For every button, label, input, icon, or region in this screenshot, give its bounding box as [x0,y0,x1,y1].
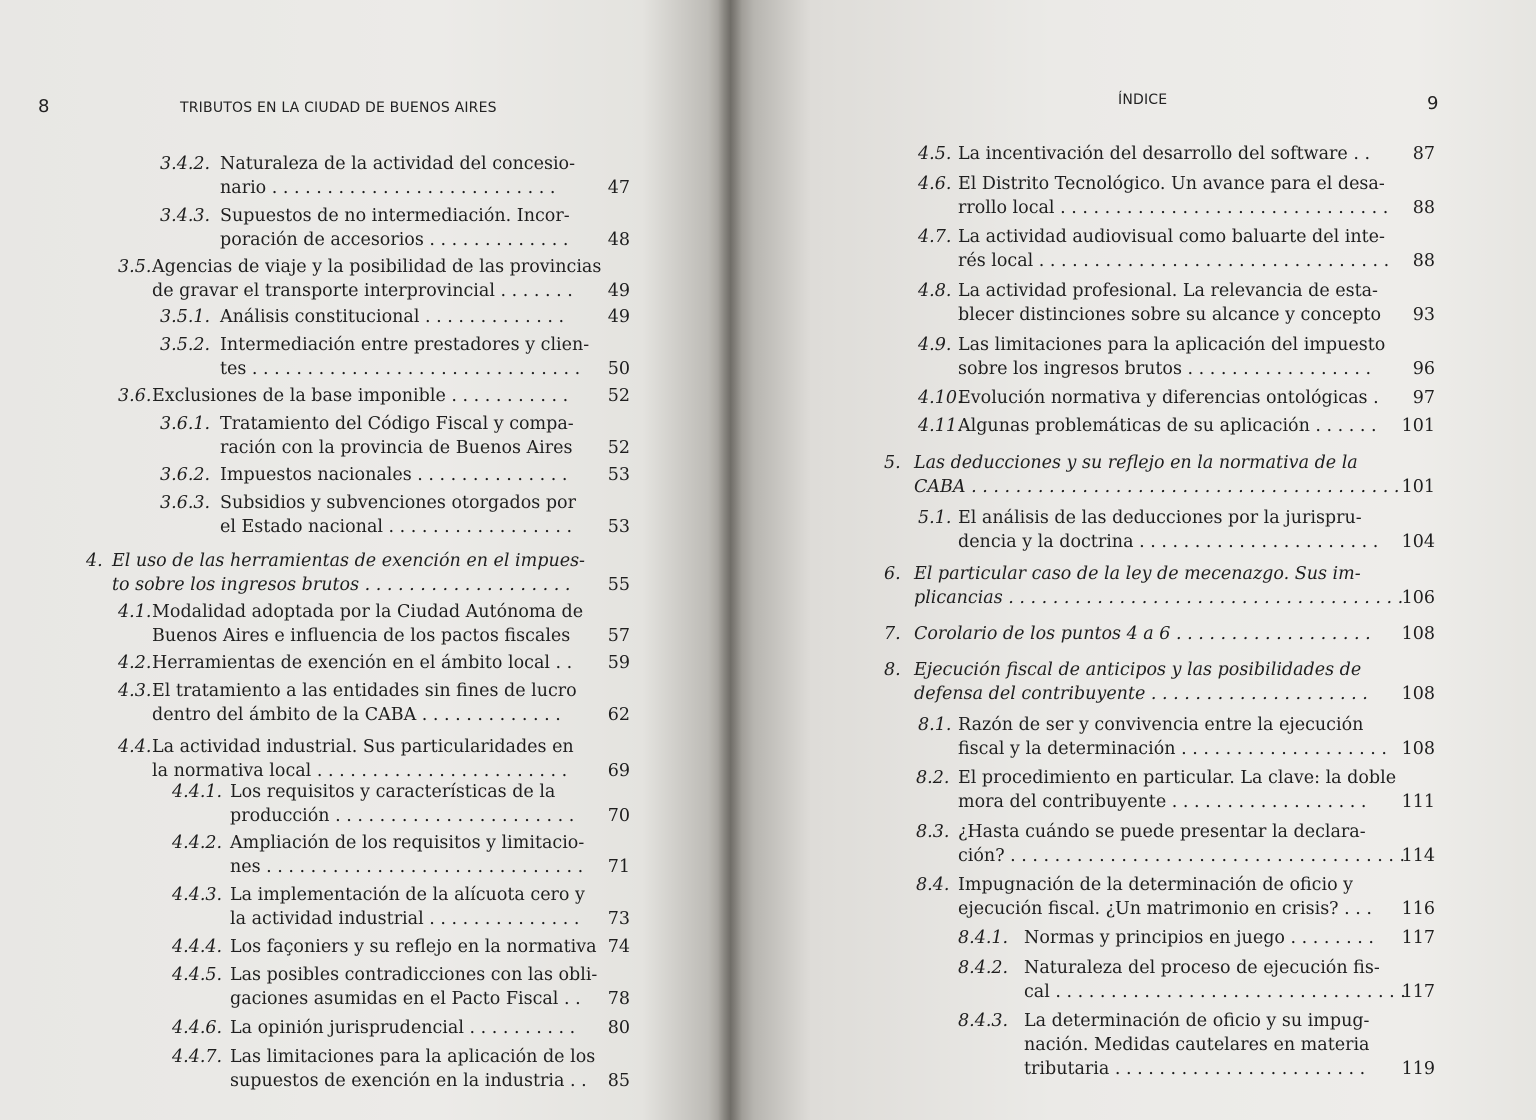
page-ref: 69 [607,761,630,781]
title-line: La opinión jurisprudencial . . . . . . . . . . [230,1018,576,1038]
section-title [958,142,1389,166]
toc-entry [0,1016,720,1040]
section-title [914,451,1400,499]
section-title [220,204,584,252]
title-line: Naturaleza del proceso de ejecución fis- [1024,958,1380,978]
title-line: El procedimiento en particular. La clave: la doble [958,768,1397,788]
page-number: 9 [1427,93,1439,114]
page-ref: 74 [607,937,630,957]
page-ref: 52 [607,438,630,458]
running-head: TRIBUTOS EN LA CIUDAD DE BUENOS AIRES [180,100,497,116]
page-ref: 71 [607,857,630,877]
section-title [152,735,584,783]
title-line: cal . . . . . . . . . . . . . . . . . . . . . . . . . . . . . . . . [1024,982,1406,1002]
section-number: 4.4.7. [172,1047,223,1067]
title-line: nes . . . . . . . . . . . . . . . . . . . . . . . . . . . . . [230,857,584,877]
title-line: Algunas problemáticas de su aplicación . . . . . . [958,416,1377,436]
page-ref: 49 [607,307,630,327]
book-gutter [718,0,742,1120]
section-number: 4.3. [118,681,152,701]
toc-entry [730,562,1450,610]
toc-entry [0,935,720,959]
section-number: 4.10. [918,388,963,408]
section-number: 3.4.3. [160,206,211,226]
page-ref: 55 [607,575,630,595]
section-number: 8.4.2. [958,958,1009,978]
section-number: 8.1. [918,715,952,735]
section-title [220,152,584,200]
toc-entry [0,412,720,460]
section-number: 3.5.1. [160,307,211,327]
title-line: Impugnación de la determinación de oficio y [958,875,1354,895]
title-line: to sobre los ingresos brutos . . . . . . . . . . . . . . . . . . . [112,575,571,595]
toc-entry [730,414,1450,438]
title-line: ción? . . . . . . . . . . . . . . . . . . . . . . . . . . . . . . . . . . . . [958,846,1406,866]
section-title [220,412,584,460]
title-line: Agencias de viaje y la posibilidad de las provincias [152,257,602,277]
title-line: dentro del ámbito de la CABA . . . . . . . . . . . . . [152,705,561,725]
page-ref: 78 [607,989,630,1009]
section-title [230,1016,584,1040]
toc-entry [0,204,720,252]
page-ref: 101 [1401,477,1435,497]
section-number: 4.11. [918,416,963,436]
page-ref: 96 [1412,359,1435,379]
title-line: La actividad profesional. La relevancia de esta- [958,281,1378,301]
section-title [958,414,1389,438]
title-line: La implementación de la alícuota cero y [230,885,585,905]
title-line: de gravar el transporte interprovincial . . . . . . . [152,281,573,301]
section-title [958,225,1389,273]
page-ref: 53 [607,465,630,485]
section-number: 8. [884,660,901,680]
title-line: El uso de las herramientas de exención en el impues- [112,551,585,571]
left-page [0,0,730,1120]
title-line: ¿Hasta cuándo se puede presentar la declara- [958,822,1366,842]
toc-entry [0,255,720,303]
title-line: La actividad audiovisual como baluarte del inte- [958,227,1385,247]
section-title [230,780,584,828]
title-line: Buenos Aires e influencia de los pactos fiscales [152,626,571,646]
section-number: 7. [884,624,901,644]
toc-entry [730,956,1450,1004]
toc-entry [730,820,1450,868]
section-title [152,679,584,727]
title-line: Modalidad adoptada por la Ciudad Autónoma de [152,602,584,622]
page-ref: 93 [1412,305,1435,325]
section-title [958,386,1389,410]
page-number: 8 [38,96,50,117]
toc-entry [0,549,720,597]
toc-entry [730,658,1450,706]
section-title [958,333,1389,381]
page-ref: 73 [607,909,630,929]
section-number: 3.5.2. [160,335,211,355]
title-line: El particular caso de la ley de mecenazgo. Sus im- [914,564,1361,584]
toc-entry [730,1009,1450,1081]
title-line: Corolario de los puntos 4 a 6 . . . . . . . . . . . . . . . . . . [914,624,1371,644]
section-number: 8.4.3. [958,1011,1009,1031]
section-number: 8.3. [916,822,950,842]
section-title [152,651,584,675]
section-number: 3.6. [118,386,152,406]
page-ref: 108 [1401,624,1435,644]
page-ref: 101 [1401,416,1435,436]
section-number: 4.6. [918,174,952,194]
page-ref: 52 [607,386,630,406]
toc-entry [0,735,720,783]
toc-entry [730,766,1450,814]
section-number: 4.8. [918,281,952,301]
section-number: 3.6.3. [160,493,211,513]
title-line: Las deducciones y su reflejo en la normativa de la [914,453,1358,473]
toc-entry [730,386,1450,410]
title-line: nario . . . . . . . . . . . . . . . . . . . . . . . . . . [220,178,556,198]
title-line: Intermediación entre prestadores y clien- [220,335,590,355]
title-line: La incentivación del desarrollo del software . . [958,144,1371,164]
section-number: 4.4.2. [172,833,223,853]
toc-entry [730,506,1450,554]
section-title [112,549,584,597]
toc-entry [730,172,1450,220]
section-number: 4.4.1. [172,782,223,802]
title-line: Ampliación de los requisitos y limitacio- [230,833,585,853]
section-title [958,713,1389,761]
section-title [1024,926,1389,950]
page-ref: 50 [607,359,630,379]
section-title [220,305,584,329]
section-title [230,935,597,959]
title-line: la actividad industrial . . . . . . . . . . . . . . [230,909,580,929]
title-line: Normas y principios en juego . . . . . . . . [1024,928,1374,948]
right-page [730,0,1536,1120]
toc-entry [0,963,720,1011]
toc-entry [0,883,720,931]
page-ref: 87 [1412,144,1435,164]
title-line: nación. Medidas cautelares en materia [1024,1035,1370,1055]
page-ref: 59 [607,653,630,673]
section-title [152,255,602,303]
title-line: Tratamiento del Código Fiscal y compa- [220,414,574,434]
toc-entry [0,333,720,381]
toc-entry [730,451,1450,499]
title-line: Ejecución fiscal de anticipos y las posibilidades de [914,660,1362,680]
section-number: 4.1. [118,602,152,622]
section-title [958,506,1389,554]
title-line: La actividad industrial. Sus particularidades en [152,737,574,757]
title-line: Herramientas de exención en el ámbito local . . [152,653,573,673]
toc-entry [0,651,720,675]
section-number: 4.4.4. [172,937,223,957]
toc-entry [0,305,720,329]
section-title [152,384,584,408]
section-number: 4. [86,551,103,571]
title-line: defensa del contribuyente . . . . . . . . . . . . . . . . . . . . [914,684,1368,704]
title-line: Naturaleza de la actividad del concesio- [220,154,575,174]
toc-entry [0,1045,720,1093]
title-line: Las limitaciones para la aplicación del impuesto [958,335,1386,355]
title-line: Razón de ser y convivencia entre la ejecución [958,715,1364,735]
title-line: El Distrito Tecnológico. Un avance para el desa- [958,174,1385,194]
title-line: rés local . . . . . . . . . . . . . . . . . . . . . . . . . . . . . . . . [958,251,1390,271]
section-number: 4.4.5. [172,965,223,985]
title-line: ejecución fiscal. ¿Un matrimonio en crisis? . . . [958,899,1372,919]
page-ref: 70 [607,806,630,826]
section-number: 8.4. [916,875,950,895]
section-number: 4.4. [118,737,152,757]
page-ref: 88 [1412,198,1435,218]
section-number: 4.4.3. [172,885,223,905]
section-title [230,1045,596,1093]
section-number: 4.9. [918,335,952,355]
page-ref: 108 [1401,684,1435,704]
title-line: tes . . . . . . . . . . . . . . . . . . . . . . . . . . . . . . [220,359,581,379]
title-line: La determinación de oficio y su impug- [1024,1011,1370,1031]
title-line: supuestos de exención en la industria . . [230,1071,587,1091]
title-line: Las limitaciones para la aplicación de los [230,1047,596,1067]
section-title [1024,1009,1389,1081]
section-title [230,963,598,1011]
section-title [152,600,584,648]
title-line: Los façoniers y su reflejo en la normativa [230,937,597,957]
title-line: Supuestos de no intermediación. Incor- [220,206,570,226]
section-number: 5. [884,453,901,473]
page-ref: 49 [607,281,630,301]
title-line: poración de accesorios . . . . . . . . . . . . . [220,230,569,250]
section-title [958,873,1389,921]
section-number: 4.5. [918,144,952,164]
title-line: dencia y la doctrina . . . . . . . . . . . . . . . . . . . . . . [958,532,1379,552]
title-line: El tratamiento a las entidades sin fines de lucro [152,681,577,701]
title-line: ración con la provincia de Buenos Aires [220,438,573,458]
section-number: 3.6.2. [160,465,211,485]
title-line: Evolución normativa y diferencias ontológicas . [958,388,1379,408]
title-line: Subsidios y subvenciones otorgados por [220,493,576,513]
page-ref: 80 [607,1018,630,1038]
section-number: 8.4.1. [958,928,1009,948]
toc-entry [0,384,720,408]
page-ref: 106 [1401,588,1435,608]
title-line: tributaria . . . . . . . . . . . . . . . . . . . . . . . [1024,1059,1366,1079]
title-line: plicancias . . . . . . . . . . . . . . . . . . . . . . . . . . . . . . . . . . . . [914,588,1404,608]
title-line: CABA . . . . . . . . . . . . . . . . . . . . . . . . . . . . . . . . . . . . . . . [914,477,1400,497]
title-line: rrollo local . . . . . . . . . . . . . . . . . . . . . . . . . . . . . . [958,198,1389,218]
section-title [958,279,1389,327]
title-line: Impuestos nacionales . . . . . . . . . . . . . . [220,465,568,485]
section-number: 3.4.2. [160,154,211,174]
title-line: Los requisitos y características de la [230,782,556,802]
title-line: Análisis constitucional . . . . . . . . . . . . . [220,307,565,327]
toc-entry [730,926,1450,950]
page-ref: 114 [1401,846,1435,866]
title-line: producción . . . . . . . . . . . . . . . . . . . . . . [230,806,575,826]
toc-entry [0,152,720,200]
toc-entry [0,679,720,727]
section-number: 4.2. [118,653,152,673]
page-ref: 119 [1401,1059,1435,1079]
section-number: 3.6.1. [160,414,211,434]
section-title [914,658,1389,706]
section-number: 5.1. [918,508,952,528]
section-title [1024,956,1406,1004]
toc-entry [730,333,1450,381]
title-line: la normativa local . . . . . . . . . . . . . . . . . . . . . . . [152,761,568,781]
toc-entry [730,225,1450,273]
toc-entry [730,713,1450,761]
page-ref: 48 [607,230,630,250]
title-line: El análisis de las deducciones por la jurispru- [958,508,1362,528]
section-title [220,491,584,539]
page-ref: 62 [607,705,630,725]
title-line: Las posibles contradicciones con las obli- [230,965,598,985]
toc-entry [0,600,720,648]
section-number: 4.4.6. [172,1018,223,1038]
running-head: ÍNDICE [1118,92,1168,108]
title-line: blecer distinciones sobre su alcance y concepto [958,305,1382,325]
section-title [914,622,1389,646]
page-ref: 85 [607,1071,630,1091]
page-ref: 111 [1401,792,1435,812]
toc-entry [730,873,1450,921]
section-title [220,333,590,381]
title-line: sobre los ingresos brutos . . . . . . . . . . . . . . . . . [958,359,1372,379]
title-line: el Estado nacional . . . . . . . . . . . . . . . . . [220,517,573,537]
toc-entry [0,491,720,539]
title-line: gaciones asumidas en el Pacto Fiscal . . [230,989,581,1009]
page-ref: 57 [607,626,630,646]
page-ref: 104 [1401,532,1435,552]
page-ref: 117 [1401,982,1435,1002]
section-title [958,172,1389,220]
section-title [958,820,1406,868]
section-number: 6. [884,564,901,584]
page-ref: 116 [1401,899,1435,919]
section-number: 8.2. [916,768,950,788]
page-ref: 88 [1412,251,1435,271]
title-line: Exclusiones de la base imponible . . . . . . . . . . . [152,386,569,406]
page-ref: 97 [1412,388,1435,408]
title-line: fiscal y la determinación . . . . . . . . . . . . . . . . . . . [958,739,1387,759]
page-ref: 53 [607,517,630,537]
section-title [230,831,584,879]
section-title [914,562,1404,610]
toc-entry [730,622,1450,646]
toc-entry [0,463,720,487]
page-ref: 117 [1401,928,1435,948]
toc-entry [0,831,720,879]
section-title [958,766,1397,814]
toc-entry [730,279,1450,327]
section-title [220,463,584,487]
section-number: 4.7. [918,227,952,247]
toc-entry [730,142,1450,166]
toc-entry [0,780,720,828]
page-ref: 108 [1401,739,1435,759]
page-ref: 47 [607,178,630,198]
title-line: mora del contribuyente . . . . . . . . . . . . . . . . . . [958,792,1367,812]
section-title [230,883,584,931]
section-number: 3.5. [118,257,152,277]
